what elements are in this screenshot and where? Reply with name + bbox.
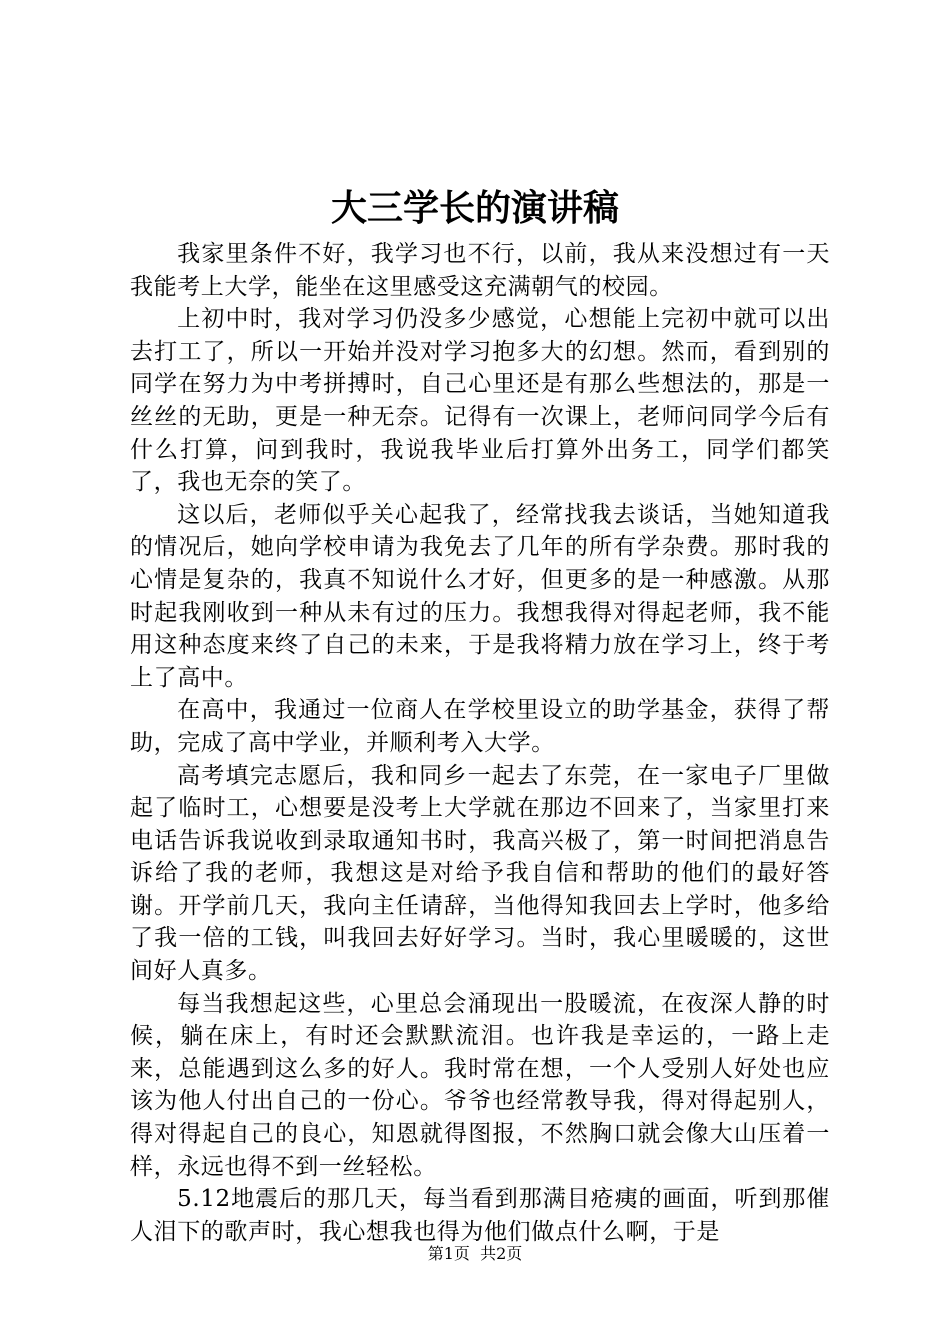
paragraph: 每当我想起这些，心里总会涌现出一股暖流，在夜深人静的时候，躺在床上，有时还会默默流泪。也许我是幸运的，一路上走来，总能遇到这么多的好人。我时常在想，一个人受别人好处也应该为他人付出自己的一份心。爷爷也经常教导我，得对得起别人，得对得起自己的良心，知恩就得图报，不然胸口就会像大山压着一样，永远也得不到一丝轻松。 (130, 990, 830, 1180)
document-title: 大三学长的演讲稿 (330, 187, 619, 229)
paragraph: 5.12地震后的那几天，每当看到那满目疮痍的画面，听到那催人泪下的歌声时，我心想我也得为他们做点什么啊，于是 (130, 1186, 830, 1245)
paragraph: 这以后，老师似乎关心起我了，经常找我去谈话，当她知道我的情况后，她向学校申请为我免去了几年的所有学杂费。那时我的心情是复杂的，我真不知说什么才好，但更多的是一种感激。从那时起我刚收到一种从未有过的压力。我想我得对得起老师，我不能用这种态度来终了自己的未来，于是我将精力放在学习上，终于考上了高中。 (130, 501, 830, 691)
document-body (130, 238, 830, 1248)
page-footer (0, 1243, 950, 1265)
paragraph: 在高中，我通过一位商人在学校里设立的助学基金，获得了帮助，完成了高中学业，并顺利考入大学。 (130, 697, 830, 756)
page-number-label: 第1页 共2页 (427, 1244, 523, 1263)
paragraph: 上初中时，我对学习仍没多少感觉，心想能上完初中就可以出去打工了，所以一开始并没对学习抱多大的幻想。然而，看到别的同学在努力为中考拼搏时，自己心里还是有那么些想法的，那是一丝丝的无助，更是一种无奈。记得有一次课上，老师问同学今后有什么打算，问到我时，我说我毕业后打算外出务工，同学们都笑了，我也无奈的笑了。 (130, 306, 830, 496)
paragraph: 我家里条件不好，我学习也不行，以前，我从来没想过有一天我能考上大学，能坐在这里感受这充满朝气的校园。 (130, 241, 830, 300)
paragraph: 高考填完志愿后，我和同乡一起去了东莞，在一家电子厂里做起了临时工，心想要是没考上大学就在那边不回来了，当家里打来电话告诉我说收到录取通知书时，我高兴极了，第一时间把消息告诉给了我的老师，我想这是对给予我自信和帮助的他们的最好答谢。开学前几天，我向主任请辞，当他得知我回去上学时，他多给了我一倍的工钱，叫我回去好好学习。当时，我心里暖暖的，这世间好人真多。 (130, 762, 830, 985)
